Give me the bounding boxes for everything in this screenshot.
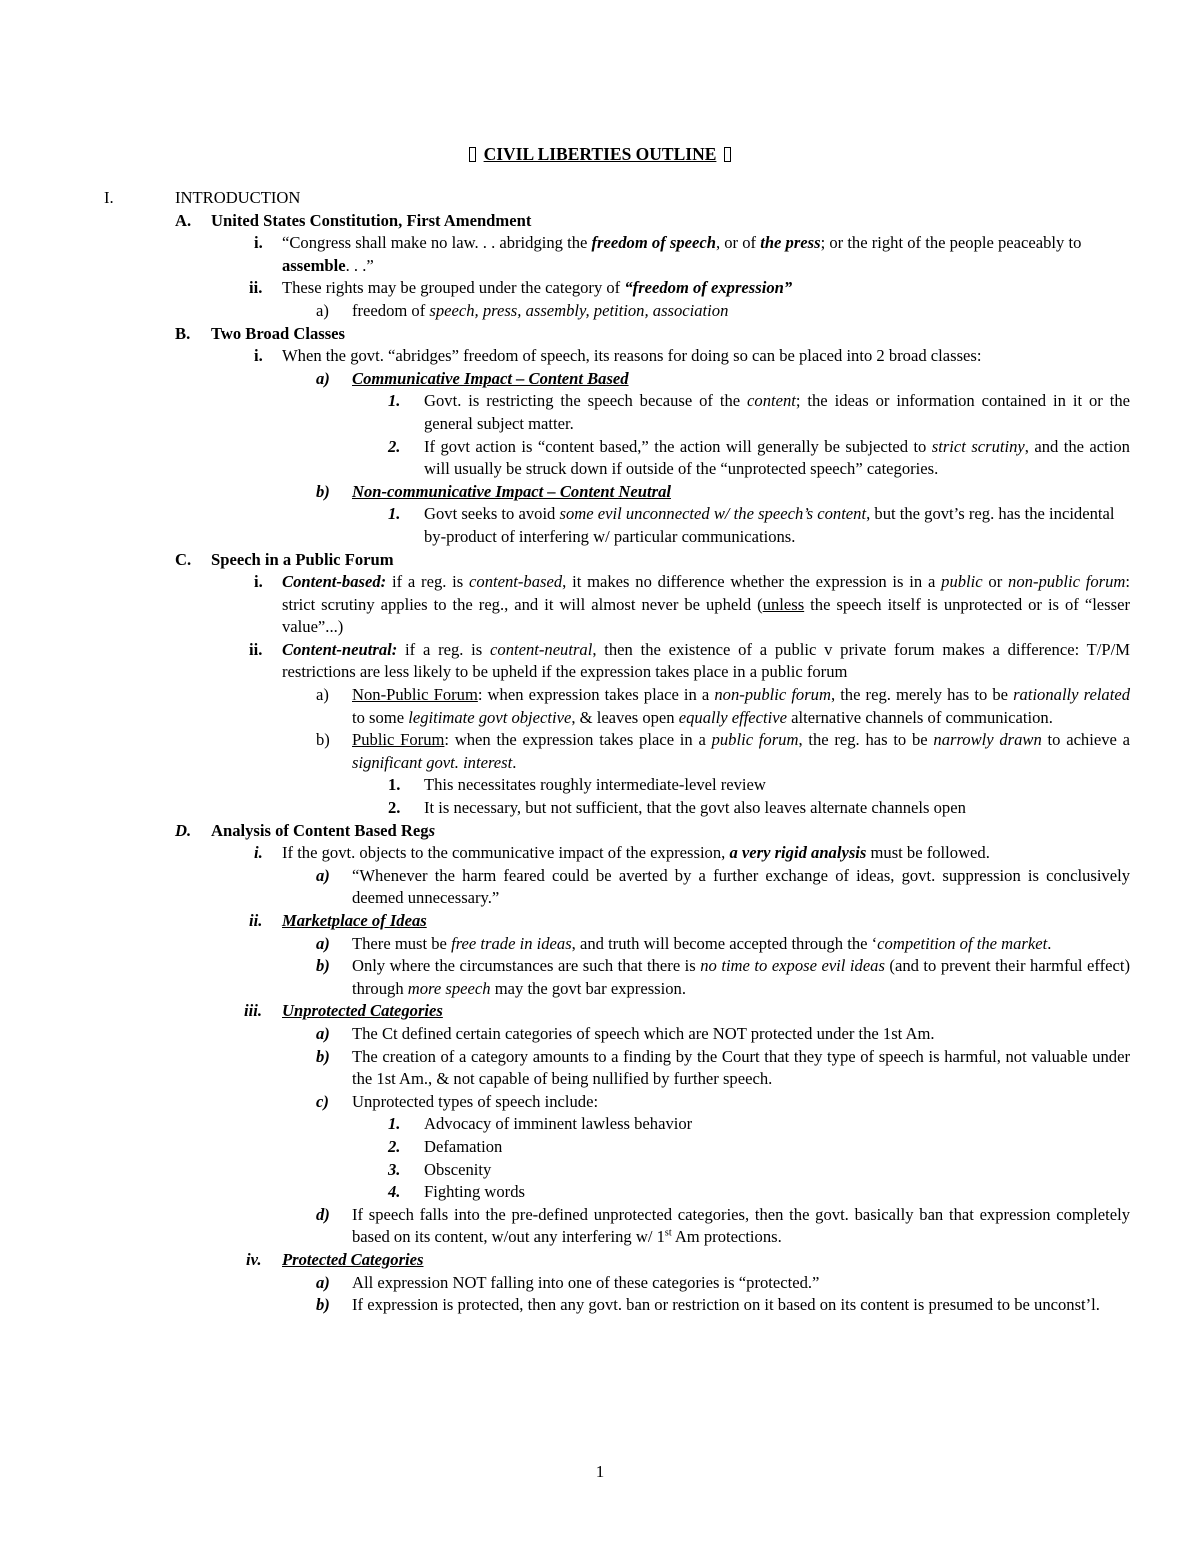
outline-marker: a) (316, 933, 330, 953)
outline-item-d-iv-a (316, 1272, 1200, 1295)
item-text: The creation of a category amounts to a finding by the Court that they type of speech is harmful, not valuable under the 1st Am., & not capable of being nullified by further speech. (352, 1046, 1130, 1089)
outline-item-d-iv (246, 1249, 1200, 1272)
outline-item-c-ii-a (316, 684, 1200, 729)
outline-marker: a) (316, 300, 329, 320)
outline-marker: I. (104, 188, 114, 207)
outline-marker: 4. (388, 1182, 401, 1202)
item-heading: Analysis of Content Based Regs (211, 820, 436, 840)
title-text: CIVIL LIBERTIES OUTLINE (483, 144, 717, 164)
outline-marker: A. (175, 210, 192, 230)
item-text: If expression is protected, then any govt. ban or restriction on it based on its content is presumed to be unconst’l. (352, 1295, 1100, 1315)
outline-marker: 1. (388, 775, 401, 795)
list-item (388, 1159, 1200, 1182)
item-text: Defamation (424, 1136, 503, 1156)
item-text: Non-Public Forum: when expression takes place in a non-public forum, the reg. merely has to be rationally related to some legitimate govt objective, & leaves open equally effective alternative channels of communication. (352, 685, 1130, 727)
outline-item-b-i-a (316, 368, 1200, 391)
outline-item-d-iii (244, 1000, 1200, 1023)
item-text: If govt action is “content based,” the action will generally be subjected to strict scrutiny, and the action will usually be struck down if outside of the “unprotected speech” categories. (424, 436, 1130, 479)
outline-marker: B. (175, 323, 191, 343)
item-text: “Congress shall make no law. . . abridging the freedom of speech, or of the press; or the right of the people peaceably to assemble. . .” (282, 233, 1082, 275)
outline-marker: a) (316, 1023, 330, 1043)
item-heading: Two Broad Classes (211, 323, 345, 343)
item-text: There must be free trade in ideas, and truth will become accepted through the ‘competition of the market. (352, 933, 1052, 953)
outline-marker: 2. (388, 436, 401, 456)
item-text: “Whenever the harm feared could be averted by a further exchange of ideas, govt. suppression is conclusively deemed unnecessary.” (352, 865, 1130, 908)
item-heading: Unprotected Categories (282, 1001, 443, 1021)
outline-marker: b) (316, 481, 330, 501)
outline-marker: i. (254, 233, 263, 253)
item-text: This necessitates roughly intermediate-level review (424, 775, 766, 795)
outline-item-d-ii (249, 910, 1200, 933)
outline-item-c-i (254, 571, 1200, 639)
outline-marker: i. (254, 843, 263, 863)
outline-marker: 1. (388, 1114, 401, 1134)
outline-item-c-ii-b-2 (388, 797, 1200, 820)
outline-item-b-i-b (316, 481, 1200, 504)
item-text: Govt seeks to avoid some evil unconnected w/ the speech’s content, but the govt’s reg. has the incidental by-product of interfering w/ particular communications. (424, 504, 1115, 546)
outline-item-d-iii-b (316, 1046, 1200, 1091)
item-text: Fighting words (424, 1182, 525, 1202)
outline-marker: i. (254, 572, 263, 592)
item-text: Govt. is restricting the speech because of the content; the ideas or information contained in it or the general subject matter. (424, 391, 1130, 433)
item-text: When the govt. “abridges” freedom of speech, its reasons for doing so can be placed into 2 broad classes: (282, 346, 982, 366)
outline-marker: i. (254, 346, 263, 366)
outline-marker: a) (316, 1272, 330, 1292)
item-text: If the govt. objects to the communicative impact of the expression, a very rigid analysis must be followed. (282, 843, 990, 863)
item-heading: Communicative Impact – Content Based (352, 368, 629, 388)
item-text: It is necessary, but not sufficient, that the govt also leaves alternate channels open (424, 798, 966, 818)
outline-marker: 1. (388, 504, 401, 524)
item-heading: Marketplace of Ideas (282, 911, 427, 930)
outline (0, 187, 1200, 1317)
outline-marker: 2. (388, 798, 401, 818)
item-text: If speech falls into the pre-defined unprotected categories, then the govt. basically ban that expression completely based on its content, w/out any interfering w/ 1st Am protections. (352, 1204, 1130, 1247)
outline-item-b (175, 323, 1200, 346)
outline-marker: 3. (388, 1159, 401, 1179)
outline-item-c-ii (249, 639, 1200, 684)
outline-item-d-iii-a (316, 1023, 1200, 1046)
outline-item-a-i (254, 232, 1200, 277)
outline-marker: iv. (246, 1249, 262, 1269)
outline-item-b-i-a-2 (388, 436, 1200, 481)
outline-marker: b) (316, 730, 330, 750)
list-item (388, 1181, 1200, 1204)
section-heading: INTRODUCTION (175, 188, 301, 207)
outline-item-d-iv-b (316, 1294, 1200, 1317)
outline-marker: iii. (244, 1001, 262, 1021)
item-text: Unprotected types of speech include: (352, 1091, 599, 1111)
item-heading: Protected Categories (282, 1249, 424, 1269)
outline-item-c-ii-b (316, 729, 1200, 774)
missing-glyph-icon (724, 147, 731, 162)
item-text: All expression NOT falling into one of these categories is “protected.” (352, 1272, 820, 1292)
outline-item-c-ii-b-1 (388, 774, 1200, 797)
outline-marker: b) (316, 1046, 330, 1066)
item-text: Public Forum: when the expression takes place in a public forum, the reg. has to be narrowly drawn to achieve a significant govt. interest. (352, 730, 1130, 772)
page-title (0, 143, 1200, 165)
outline-item-a-ii-a (316, 300, 1200, 323)
item-text: These rights may be grouped under the category of “freedom of expression” (282, 278, 793, 298)
missing-glyph-icon (469, 147, 476, 162)
outline-item-d-iii-d (316, 1204, 1200, 1249)
outline-item-b-i-b-1 (388, 503, 1200, 548)
outline-marker: 1. (388, 391, 401, 411)
item-text: The Ct defined certain categories of speech which are NOT protected under the 1st Am. (352, 1023, 935, 1043)
outline-marker: a) (316, 368, 330, 388)
outline-marker: ii. (249, 911, 263, 930)
outline-item-d-i-a (316, 865, 1200, 910)
item-text: Obscenity (424, 1159, 492, 1179)
outline-item-d-ii-b (316, 955, 1200, 1000)
list-item (388, 1136, 1200, 1159)
outline-marker: C. (175, 549, 192, 569)
outline-item-a (175, 210, 1200, 233)
outline-marker: a) (316, 685, 329, 705)
item-heading: United States Constitution, First Amendment (211, 210, 532, 230)
outline-marker: a) (316, 865, 330, 885)
outline-marker: D. (175, 820, 192, 840)
outline-item-c (175, 549, 1200, 572)
outline-item-b-i-a-1 (388, 390, 1200, 435)
outline-item-d-i (254, 842, 1200, 865)
outline-marker: ii. (249, 639, 263, 659)
outline-item-b-i (254, 345, 1200, 368)
outline-item-d (175, 820, 1200, 843)
outline-item-a-ii (249, 277, 1200, 300)
item-text: Content-based: if a reg. is content-based, it makes no difference whether the expression is in a public or non-public forum: strict scrutiny applies to the reg., and it will almost never be upheld (unless the speech itself is unprotected or is of “lesser value”...) (282, 572, 1130, 637)
outline-item-d-ii-a (316, 933, 1200, 956)
item-text: Only where the circumstances are such that there is no time to expose evil ideas (and to prevent their harmful effect) through more speech may the govt bar expression. (352, 956, 1130, 998)
outline-marker: d) (316, 1204, 330, 1224)
item-heading: Speech in a Public Forum (211, 549, 394, 569)
item-text: Content-neutral: if a reg. is content-neutral, then the existence of a public v private forum makes a difference: T/P/M restrictions are less likely to be upheld if the expression takes place in a public forum (282, 639, 1130, 682)
outline-marker: 2. (388, 1136, 401, 1156)
outline-marker: c) (316, 1091, 329, 1111)
item-text: freedom of speech, press, assembly, petition, association (352, 300, 729, 320)
page-number: 1 (595, 1462, 605, 1481)
item-text: Advocacy of imminent lawless behavior (424, 1114, 693, 1134)
outline-marker: ii. (249, 278, 263, 298)
outline-section-i (104, 187, 1200, 210)
outline-marker: b) (316, 1295, 330, 1315)
outline-item-d-iii-c (316, 1091, 1200, 1114)
item-heading: Non-communicative Impact – Content Neutral (352, 481, 671, 501)
outline-marker: b) (316, 956, 330, 976)
list-item (388, 1113, 1200, 1136)
